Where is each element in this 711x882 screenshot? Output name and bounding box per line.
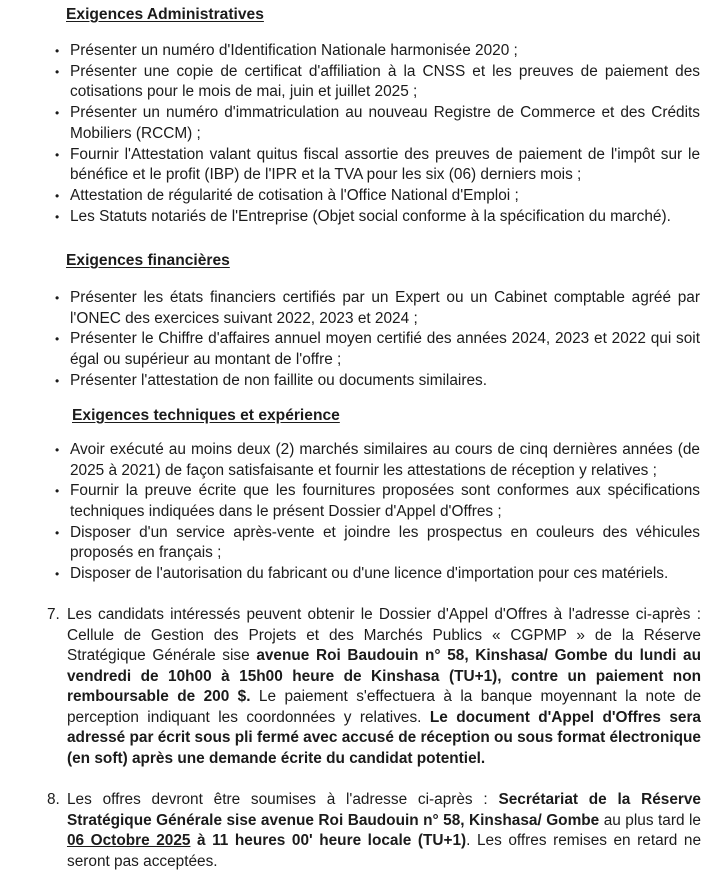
technical-requirements-list: [55, 440, 700, 585]
list-item: • Présenter un numéro d'immatriculation au nouveau Registre de Commerce et des Crédits Mobiliers (RCCM) ;: [55, 104, 700, 142]
heading-admin-requirements: Exigences Administratives: [66, 6, 264, 23]
submission-address: Secrétariat de la Réserve Stratégique Générale sise avenue Roi Baudouin n° 58, Kinshasa/ Gombe: [67, 791, 701, 829]
address-hours-fee: avenue Roi Baudouin n° 58, Kinshasa/ Gombe du lundi au vendredi de 10h00 à 15h00 heure de Kinshasa (TU+1), contre un paiement non remboursable de 200 $.: [67, 647, 702, 705]
list-item: • Présenter le Chiffre d'affaires annuel moyen certifié des années 2024, 2023 et 2022 qui soit égal ou supérieur au montant de l'offre ;: [55, 330, 700, 368]
paragraph-item-7: 7. Les candidats intéressés peuvent obtenir le Dossier d'Appel d'Offres à l'adresse ci-après : Cellule de Gestion des Projets et des Marchés Publics « CGPMP » de la Réserve Stratégique Générale sise avenue Roi Baudouin n° 58, Kinshasa/ Gombe du lundi au vendredi de 10h00 à 15h00 heure de Kinshasa (TU+1), contre un paiement non remboursable de 200 $. Le paiement s'effectuera à la banque moyennant la note de perception indiquant les coordonnées y relatives. Le document d'Appel d'Offres sera adressé par écrit sous pli fermé avec accusé de réception ou sous format électronique (en soft) après une demande écrite du candidat potentiel.: [47, 606, 702, 767]
list-item: • Présenter l'attestation de non faillite ou documents similaires.: [70, 371, 700, 392]
paragraph-item-8: 8. Les offres devront être soumises à l'adresse ci-après : Secrétariat de la Réserve Stratégique Générale sise avenue Roi Baudouin n° 58, Kinshasa/ Gombe au plus tard le 06 Octobre 2025 à 11 heures 00' heure locale (TU+1). Les offres remises en retard ne seront pas acceptées.: [47, 791, 702, 870]
bullet-icon: •: [55, 44, 60, 58]
list-item: • Présenter les états financiers certifiés par un Expert ou un Cabinet comptable agréé par l'ONEC des exercices suivant 2022, 2023 et 2024 ;: [55, 289, 700, 327]
bullet-icon: •: [55, 567, 60, 582]
list-item: • Disposer d'un service après-vente et joindre les prospectus en couleurs des véhicules proposés en français ;: [55, 523, 700, 562]
heading-financial-requirements: Exigences financières: [66, 252, 230, 269]
bullet-icon: •: [55, 332, 60, 347]
bullet-icon: •: [55, 64, 60, 79]
item-number: 7.: [47, 606, 60, 623]
bullet-icon: •: [55, 147, 60, 162]
financial-requirements-list: [55, 288, 700, 392]
bullet-icon: •: [55, 443, 60, 457]
list-item: • Fournir la preuve écrite que les fournitures proposées sont conformes aux spécifications techniques indiquées dans le présent Dossier d'Appel d'Offres ;: [55, 482, 700, 520]
list-item: • Les Statuts notariés de l'Entreprise (Objet social conforme à la spécification du marché).: [70, 207, 700, 228]
list-item: • Présenter un numéro d'Identification Nationale harmonisée 2020 ;: [70, 41, 700, 62]
bullet-icon: •: [55, 291, 60, 305]
bullet-icon: •: [55, 525, 60, 540]
list-item: • Disposer de l'autorisation du fabricant ou d'une licence d'importation pour ces matériels.: [70, 564, 700, 585]
list-item: • Avoir exécuté au moins deux (2) marchés similaires au cours de cinq dernières années (de 2025 à 2021) de façon satisfaisante et fournir les attestations de réception y relatives ;: [55, 441, 700, 479]
admin-requirements-list: [55, 41, 700, 228]
delivery-conditions: Le document d'Appel d'Offres sera adressé par écrit sous pli fermé avec accusé de réception ou sous format électronique (en soft) après une demande écrite du candidat potentiel.: [67, 708, 701, 767]
heading-technical-requirements: Exigences techniques et expérience: [72, 407, 340, 424]
bullet-icon: •: [55, 484, 60, 499]
submission-deadline-date: 06 Octobre 2025: [67, 832, 191, 849]
item-number: 8.: [47, 791, 60, 808]
submission-deadline-time: à 11 heures 00' heure locale (TU+1): [190, 832, 467, 849]
list-item: • Fournir l'Attestation valant quitus fiscal assortie des preuves de paiement de l'impôt sur le bénéfice et le profit (IBP) de l'IPR et la TVA pour les six (06) derniers mois ;: [55, 145, 700, 184]
bullet-icon: •: [55, 209, 60, 224]
bullet-icon: •: [55, 373, 60, 388]
bullet-icon: •: [55, 106, 60, 121]
list-item: • Attestation de régularité de cotisation à l'Office National d'Emploi ;: [70, 186, 700, 207]
list-item: • Présenter une copie de certificat d'affiliation à la CNSS et les preuves de paiement des cotisations pour le mois de mai, juin et juillet 2025 ;: [55, 62, 700, 101]
bullet-icon: •: [55, 189, 60, 204]
